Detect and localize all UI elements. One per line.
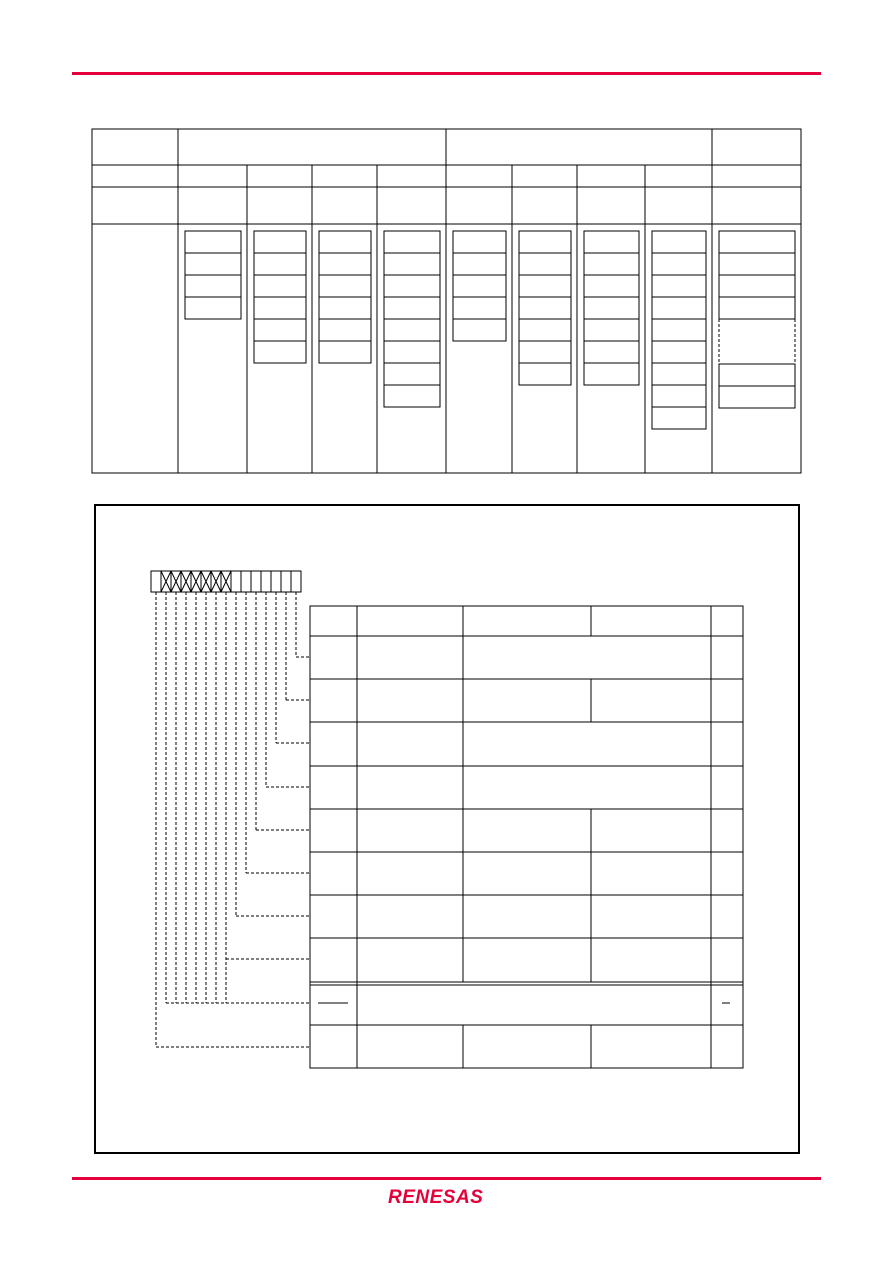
map-cell: [652, 363, 706, 385]
map-cell: [384, 385, 440, 407]
map-cell: [319, 341, 371, 363]
map-cell: [384, 253, 440, 275]
map-cell: [652, 275, 706, 297]
map-cell: [254, 253, 306, 275]
map-cell: [652, 319, 706, 341]
map-cell: [384, 319, 440, 341]
map-cell: [519, 363, 571, 385]
map-cell: [652, 297, 706, 319]
map-cell: [319, 253, 371, 275]
map-cell: [384, 341, 440, 363]
register-frame: [95, 505, 799, 1153]
map-cell: [453, 297, 506, 319]
map-cell: [519, 275, 571, 297]
map-cell: [652, 253, 706, 275]
map-cell: [384, 275, 440, 297]
map-cell: [319, 319, 371, 341]
map-cell: [319, 231, 371, 253]
map-cell: [584, 319, 639, 341]
map-cell: [584, 275, 639, 297]
map-cell: [719, 297, 795, 319]
map-cell: [519, 253, 571, 275]
map-cell: [185, 231, 241, 253]
map-cell: [719, 231, 795, 253]
map-cell: [519, 319, 571, 341]
map-cell: [254, 297, 306, 319]
map-cell: [185, 297, 241, 319]
map-cell: [584, 363, 639, 385]
bit-cell: [151, 571, 161, 592]
map-cell: [519, 231, 571, 253]
map-cell: [719, 364, 795, 386]
map-cell: [185, 253, 241, 275]
map-cell: [319, 297, 371, 319]
map-cell: [584, 297, 639, 319]
map-cell: [652, 231, 706, 253]
map-cell: [254, 341, 306, 363]
map-cell: [519, 297, 571, 319]
map-cell: [384, 363, 440, 385]
map-cell: [254, 319, 306, 341]
bit-cell: [241, 571, 251, 592]
map-cell: [652, 407, 706, 429]
map-cell: [719, 386, 795, 408]
map-cell: [319, 275, 371, 297]
map-cell: [453, 231, 506, 253]
map-cell: [719, 275, 795, 297]
map-cell: [254, 231, 306, 253]
map-cell: [584, 253, 639, 275]
map-cell: [584, 341, 639, 363]
bit-cell: [261, 571, 271, 592]
map-cell: [652, 385, 706, 407]
bit-cell: [231, 571, 241, 592]
map-cell: [384, 297, 440, 319]
map-cell: [519, 341, 571, 363]
map-cell: [453, 275, 506, 297]
bit-cell: [291, 571, 301, 592]
bit-cell: [251, 571, 261, 592]
map-cell: [453, 319, 506, 341]
map-cell: [719, 253, 795, 275]
bit-cell: [281, 571, 291, 592]
bit-cell: [271, 571, 281, 592]
map-cell: [453, 253, 506, 275]
renesas-logo: RENESAS: [388, 1187, 484, 1208]
map-cell: [652, 341, 706, 363]
register-table-border: [310, 606, 743, 1068]
map-cell: [384, 231, 440, 253]
map-cell: [185, 275, 241, 297]
map-cell: [584, 231, 639, 253]
map-cell: [254, 275, 306, 297]
